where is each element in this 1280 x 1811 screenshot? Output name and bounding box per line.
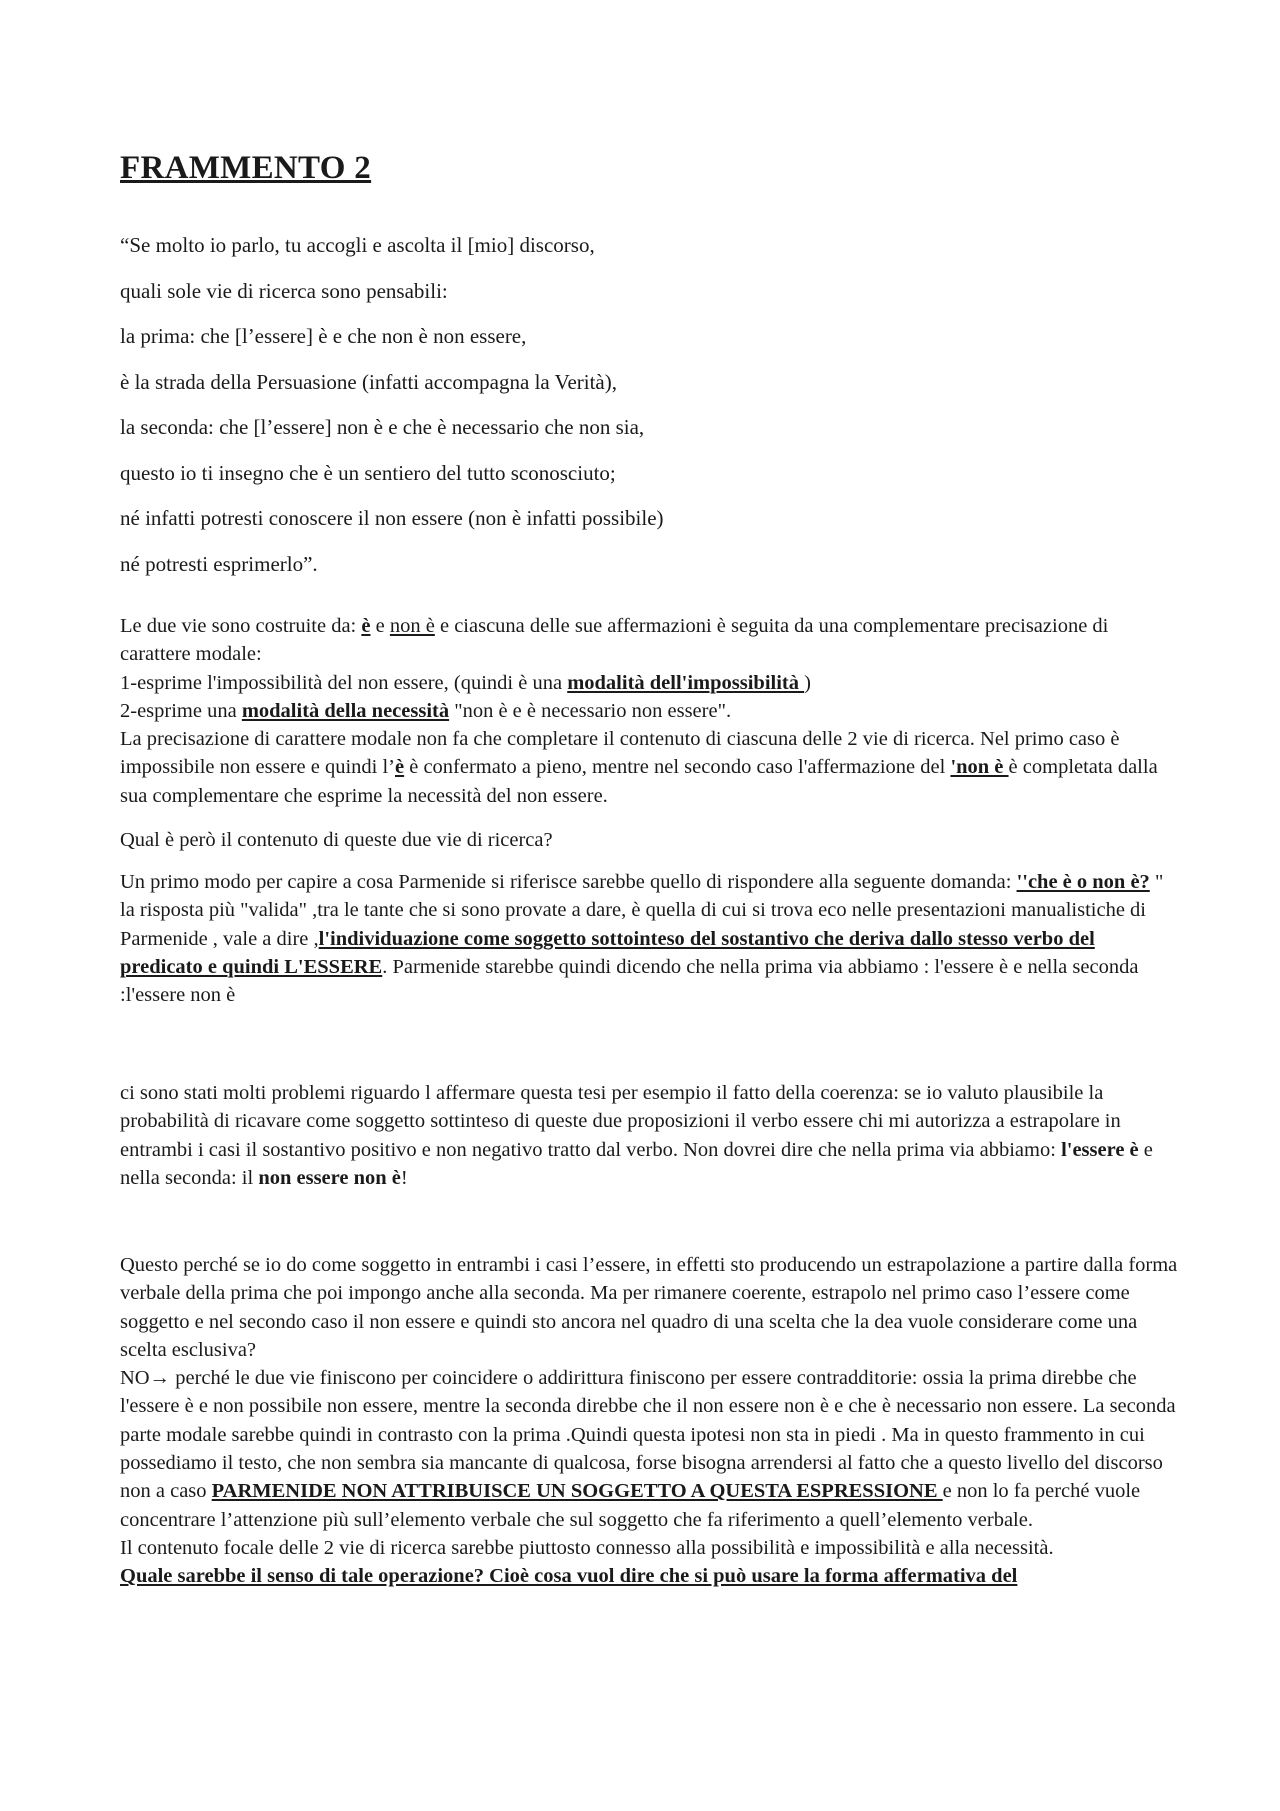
keyword-no-subject: PARMENIDE NON ATTRIBUISCE UN SOGGETTO A QUESTA ESPRESSIONE (211, 1480, 943, 1503)
keyword-impossibility: modalità dell'impossibilità (567, 671, 805, 694)
final-question: Quale sarebbe il senso di tale operazione? Cioè cosa vuol dire che si può usare la forma affermativa del (120, 1565, 1018, 1588)
document-title: FRAMMENTO 2 (120, 150, 372, 186)
paragraph-coherence-problem: ci sono stati molti problemi riguardo l affermare questa tesi per esempio il fatto della coerenza: se io valuto plausibile la probabilità di ricavare come soggetto sottinteso di queste due proposizioni il verbo essere chi mi autorizza a estrapolare in entrambi i casi il sostantivo positivo e non negativo tratto dal verbo. Non dovrei dire che nella prima via abbiamo: l'essere è e nella seconda: il non essere non è! (120, 1082, 1153, 1189)
poem-fragment (120, 232, 664, 596)
poem-line: “Se molto io parlo, tu accogli e ascolta il [mio] discorso, (120, 233, 595, 257)
poem-line: la seconda: che [l’essere] non è e che è necessario che non sia, (120, 415, 645, 439)
keyword-e: è (361, 615, 371, 637)
keyword-non-essere-non-e: non essere non è (258, 1166, 401, 1189)
keyword-e-confirmed: è (395, 756, 405, 779)
keyword-essere-e: l'essere è (1061, 1138, 1139, 1161)
paragraph-conclusion: Questo perché se io do come soggetto in entrambi i casi l’essere, in effetti sto producendo un estrapolazione a partire dalla forma verbale della prima che poi impongo anche alla seconda. Ma per rimanere coerente, estrapolo nel primo caso l’essere come soggetto e nel secondo caso il non essere e quindi sto ancora nel quadro di una scelta che la dea vuole considerare come una scelta esclusiva? NO→ perché le due vie finiscono per coincidere o addirittura finiscono per essere contradditorie: ossia la prima direbbe che l'essere è e non possibile non essere, mentre la seconda direbbe che il non essere non è e che è necessario non essere. La seconda parte modale sarebbe quindi in contrasto con la prima .Quindi questa ipotesi non sta in piedi . Ma in questo frammento in cui possediamo il testo, che non sembra sia mancante di qualcosa, forse bisogna arrendersi al fatto che a questo livello del discorso non a caso PARMENIDE NON ATTRIBUISCE UN SOGGETTO A QUESTA ESPRESSIONE e non lo fa perché vuole concentrare l’attenzione più sull’elemento verbale che sul soggetto che fa riferimento a quell’elemento verbale. Il contenuto focale delle 2 vie di ricerca sarebbe piuttosto connesso alla possibilità e impossibilità e alla necessità. Quale sarebbe il senso di tale operazione? Cioè cosa vuol dire che si può usare la forma affermativa del (120, 1254, 1178, 1588)
poem-line: quali sole vie di ricerca sono pensabili: (120, 278, 448, 303)
keyword-question: ''che è o non è? (1016, 871, 1150, 893)
poem-line: la prima: che [l’essere] è e che non è non essere, (120, 324, 527, 348)
keyword-subject-essere: l'individuazione come soggetto sottointeso del sostantivo che deriva dallo stesso verbo del predicato e quindi L'ESSERE (120, 927, 1095, 978)
poem-line: questo io ti insegno che è un sentiero del tutto sconosciuto; (120, 460, 616, 485)
keyword-non-e: non è (389, 615, 435, 637)
keyword-necessity: modalità della necessità (241, 699, 450, 722)
poem-line: né infatti potresti conoscere il non essere (non è infatti possibile) (120, 506, 664, 530)
poem-line: né potresti esprimerlo”. (120, 551, 318, 576)
paragraph-first-approach: Un primo modo per capire a cosa Parmenide si riferisce sarebbe quello di rispondere alla seguente domanda: ''che è o non è? " la risposta più "valida" ,tra le tante che si sono provate a dare, è quella di cui si trova eco nelle presentazioni manualistiche di Parmenide , vale a dire ,l'individuazione come soggetto sottointeso del sostantivo che deriva dallo stesso verbo del predicato e quindi L'ESSERE. Parmenide starebbe quindi dicendo che nella prima via abbiamo : l'essere è e nella seconda :l'essere non è (120, 871, 1164, 1007)
paragraph-question: Qual è però il contenuto di queste due vie di ricerca? (120, 829, 553, 851)
paragraph-modal-precision: Le due vie sono costruite da: è e non è e ciascuna delle sue affermazioni è seguita da una complementare precisazione di carattere modale: 1-esprime l'impossibilità del non essere, (quindi è una modalità dell'impossibilità ) 2-esprime una modalità della necessità "non è e è necessario non essere". La precisazione di carattere modale non fa che completare il contenuto di ciascuna delle 2 vie di ricerca. Nel primo caso è impossibile non essere e quindi l’è è confermato a pieno, mentre nel secondo caso l'affermazione del 'non è è completata dalla sua complementare che esprime la necessità del non essere. (120, 615, 1158, 807)
poem-line: è la strada della Persuasione (infatti accompagna la Verità), (120, 369, 617, 394)
keyword-non-e-quoted: 'non è (950, 756, 1009, 779)
